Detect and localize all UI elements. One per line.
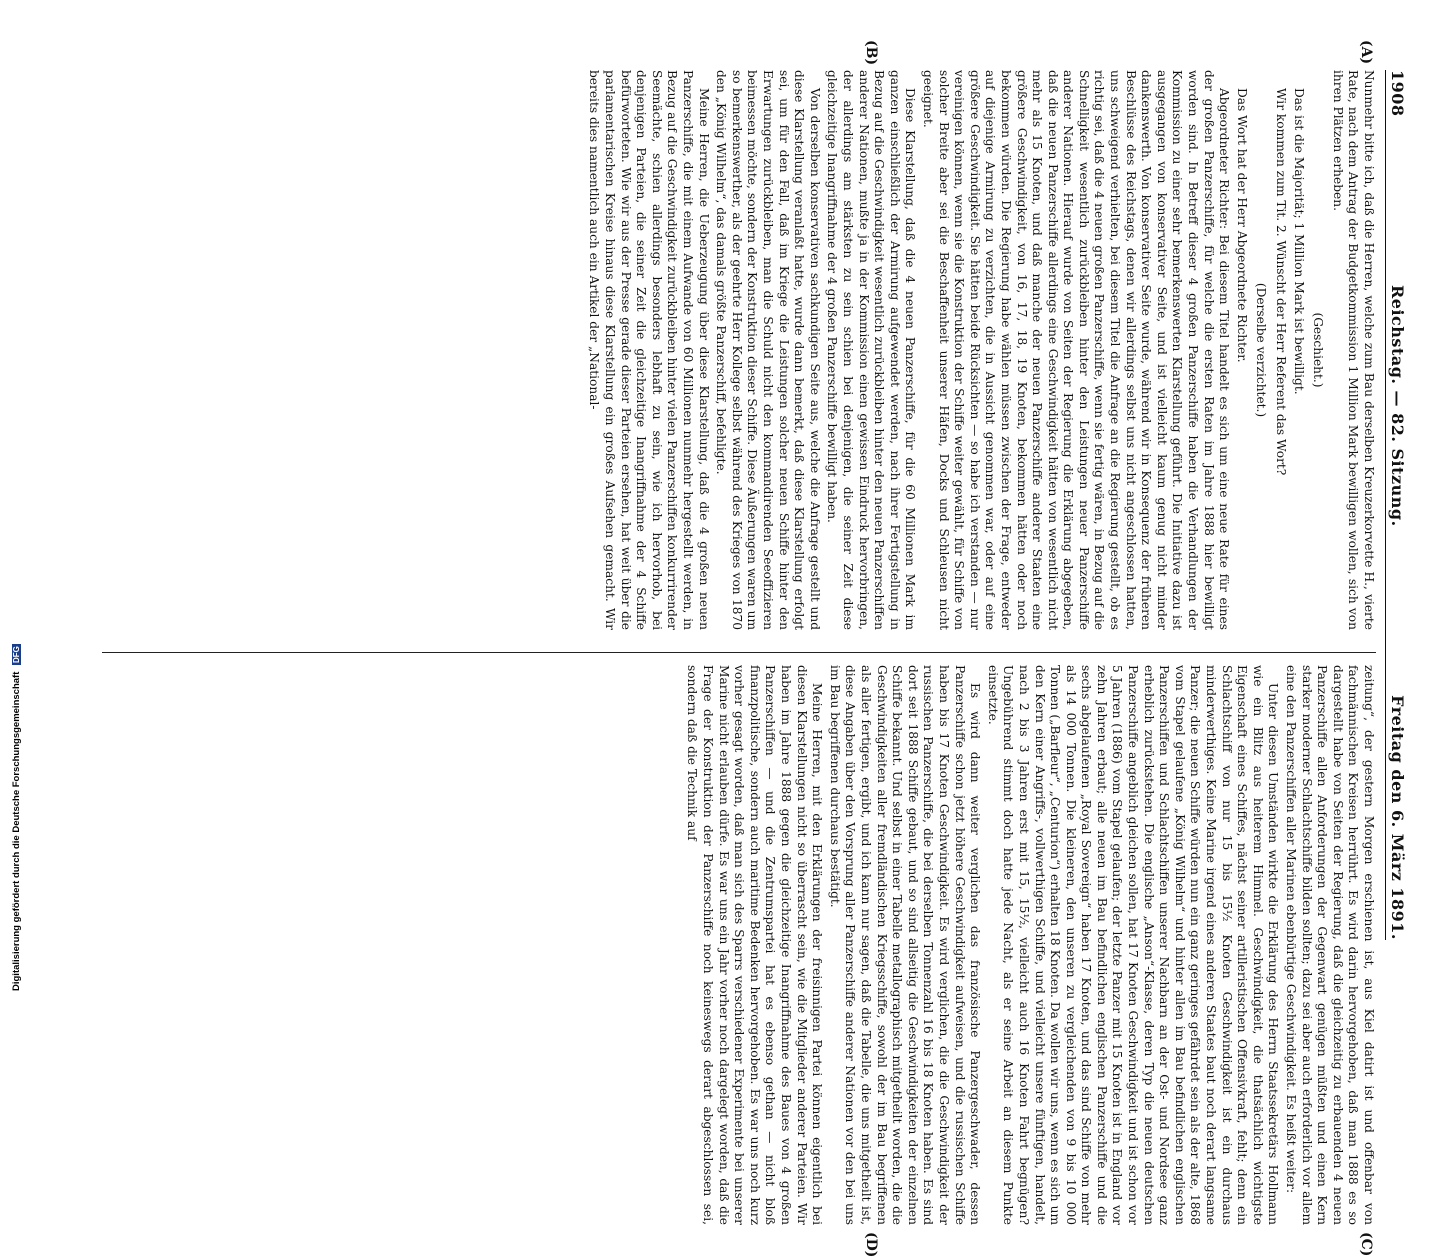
paragraph: Meine Herren, die Ueberzeugung über diese Klarstellung, daß die 4 großen neuen Panzerschiffe, die mit einem Aufwande von 60 Millionen nunmehr hergestellt werden, in Bezug auf die Geschwindigkeit zurückbleiben hinter vielen Panzerschiffen konkurrirender Seemächte, schien allerdings besonders lebhaft zu sein, wie ich hervorhob, bei denjenigen Parteien, die seiner Zeit die gleichzeitige Inangriffnahme der 4 Schiffe befürworteten. Wie wir aus der Presse gerade dieser Parteien ersehen, hat weit über die parlamentarischen Kreise hinaus diese Klarstellung ein großes Aufsehen gemacht. Wir bereits dies namentlich auch ein Artikel der „National-	[587, 70, 711, 630]
paragraph: Nunmehr bitte ich, daß die Herren, welche zum Bau derselben Kreuzerkorvette H., vierte Rate, nach dem Antrag der Budgetkommission 1 Million Mark bewilligen wollen, sich von ihren Plätzen erheben.	[1330, 70, 1376, 630]
session-date: Freitag den 6. März 1891.	[1388, 695, 1407, 940]
paragraph: Abgeordneter Richter: Bei diesem Titel handelt es sich um eine neue Rate für eines der großen Panzerschiffe, für welche die ersten Raten im Jahre 1888 hier bewilligt worden sind. In Betreff dieser 4 großen Panzerschiffe haben die Verhandlungen der Kommission zu einer sehr bemerkenswerten Klarstellung geführt. Die Initiative dazu ist ausgegangen von konservativer Seite, und ist vielleicht kaum genug nicht minder dankenswerth. Von konservativer Seite wurde, während wir in Konsequenz der früheren Beschlüsse des Reichstags, denen wir allerdings selbst uns nicht angeschlossen hatten, uns schweigend verhielten, bei diesem Titel die Anfrage an die Regierung gestellt, ob es richtig sei, daß die 4 neuen großen Panzerschiffe, wenn sie fertig wären, in Bezug auf die Schnelligkeit wesentlich zurückbleiben hinter den Leistungen neuer Panzerschiffe anderer Nationen. Hierauf wurde von Seiten der Regierung die Erklärung abgegeben, daß die neuen Panzerschiffe allerdings eine Geschwindigkeit hätten von wesentlich nicht mehr als 15 Knoten, und daß manche der neuen Panzerschiffe anderer Staaten eine größere Geschwindigkeit, von 16, 17, 18, 19 Knoten, bekommen hätten oder noch bekommen würden. Die Regierung habe wählen müssen zwischen der Frage, entweder auf diejenige Armirung zu verzichten, die in Aussicht genommen war, oder auf eine größere Geschwindigkeit. Sie hätten beide Rücksichten — so habe ich verstanden — nur vereinigen können, wenn sie die Konstruktion der Schiffe weiter gewählt, für Schiffe von solcher Breite aber sei die Beschaffenheit unserer Häfen, Docks und Schleusen nicht geeignet.	[920, 70, 1232, 630]
paragraph: Meine Herren, mit den Erklärungen der freisinnigen Partei können eigentlich bei diesen Klarstellungen nicht so überrascht sein, wie die Mitglieder anderer Parteien. Wir haben im Jahre 1888 gegen die gleichzeitige Inangriffnahme des Baues von 4 großen Panzerschiffen — und die Zentrumspartei hat es ebenso gethan — nicht bloß finanzpolitische, sondern auch maritime Bedenken hervorgehoben. Es war uns noch kurz vorher gesagt worden, daß man sich des Sparrs verschiedener Experimente bei unserer Marine nicht erlauben dürfe. Es war uns ein Jahr vorher noch dargelegt worden, daß die Frage der Konstruktion der Panzerschiffe noch keineswegs derart abgeschlossen sei, sondern daß die Technik auf	[685, 665, 825, 1225]
margin-letter-b: (B)	[863, 40, 879, 66]
digitisation-note	[0, 0, 22, 1000]
paragraph: Unter diesen Umständen wirkte die Erklärung des Herrn Staatssekretärs Hollmann wie ein Blitz aus heiterem Himmel. Geschwindigkeit, die thatsächlich wichtigste Eigenschaft eines Schiffes, nächst seiner artilleristischen Offensivkraft, fehlt; denn ein Schlachtschiff von nur 15 bis 15½ Knoten Geschwindigkeit ist ein durchaus minderwerthiges. Keine Marine irgend eines anderen Staates baut noch derart langsame Panzer; die neuen Schiffe würden nun ein ganz geringes gefährdet sein als der alte, 1868 vom Stapel gelaufene „König Wilhelm“ und hinter allen im Bau befindlichen englischen Panzerschiffen und Schlachtschiffen unserer Nachbarn an der Ost- und Nordsee ganz erheblich zurückstehen. Die englische „Anson“-Klasse, deren Typ die neuen deutschen Panzerschiffe angeblich gleichen sollen, hat 17 Knoten Geschwindigkeit und ist schon vor 5 Jahren (1886) vom Stapel gelaufen; der letzte Panzer mit 15 Knoten ist in England vor zehn Jahren erbaut; alle neuen im Bau befindlichen englischen Panzerschiffe und die sechs abgelaufenen „Royal Sovereign“ haben 17 Knoten, und das sind Schiffe von mehr als 14 000 Tonnen. Die kleineren, den unseren zu vergleichenden von 9 bis 10 000 Tonnen („Barfleur“, „Centurion“) erhalten 18 Knoten. Da wollen wir uns, wenn es sich um den Kern einer Angriffs-, vollwerthigen Schiffe, und vielleicht unsere fünftigen, handelt, nach 2 bis 3 Jahren erst mit 15, 15½, vielleicht auch 16 Knoten Fahrt begnügen? Ungebührend stimmt doch hatte jede Nacht, als er seine Arbeit an diesem Punkte einsetzte.	[985, 665, 1281, 1225]
paragraph: Das ist die Majorität; 1 Million Mark ist bewilligt.	[1291, 88, 1306, 395]
scanned-page	[62, 0, 1432, 1257]
margin-letter-a: (A)	[1358, 40, 1374, 65]
page-number: 1908	[1388, 70, 1407, 117]
paragraph: zeitung“, der gestern Morgen erschienen ist, aus Kiel datirt ist und offenbar von fachmännischen Kreisen herrührt. Es wird darin hervorgehoben, daß man 1888 es so dargestellt habe von Seiten der Regierung, daß die gleichzeitig zu erbauenden 4 neuen Panzerschiffe allen Anforderungen der Gegenwart genügen müßten und einen Kern starker moderner Schlachtschiffe bilden sollten; dazu sei aber auch erforderlich vor allem eine den Panzerschiffen aller Marinen ebenbürtige Geschwindigkeit. Es heißt weiter:	[1284, 665, 1376, 1225]
column-divider	[102, 652, 1376, 653]
paragraph: Das Wort hat der Herr Abgeordnete Richter.	[1234, 88, 1249, 363]
text-column-left	[102, 70, 1376, 630]
digitisation-note-text: Digitalisierung gefördert durch die Deutsche Forschungsgemeinschaft	[11, 671, 22, 991]
paragraph: (Derselbe verzichtet.)	[1254, 282, 1269, 418]
page-title: Reichstag. — 82. Sitzung.	[1388, 285, 1407, 527]
paragraph: Von derselben konservativen sachkundigen Seite aus, welche die Anfrage gestellt und diese Klarstellung veranlaßt hatte, wurde dann bemerkt, daß diese Klarstellung erfolgt sei, um für den Fall, daß im Kriege die Leistungen solcher neuen Schiffe hinter den Erwartungen zurückbleiben, man die Schuld nicht den kommandirenden Seeoffizieren beimessen möchte, sondern der Konstruktion dieser Schiffe. Diese Äußerungen waren um so bemerkenswerther, als der geehrte Herr Kollege selbst während des Krieges von 1870 den „König Wilhelm“, das damals größte Panzerschiff, befehligte.	[714, 70, 822, 630]
paragraph: Es wird dann weiter verglichen das französische Panzergeschwader, dessen Panzerschiffe schon jetzt höhere Geschwindigkeit aufweisen, und die russischen Schiffe haben bis 17 Knoten Geschwindigkeit. Es wird verglichen, die die Geschwindigkeit der russischen Panzerschiffe, die bei derselben Tonnenzahl 16 bis 18 Knoten haben. Es sind dort seit 1888 Schiffe gebaut, und so sind allseitig die Geschwindigkeiten der einzelnen Schiffe bekannt. Und selbst in einer Tabelle metallographisch mitgetheilt worden, die die Geschwindigkeiten aller fremdländischen Kriegsschiffe, sowohl der im Bau begriffenen als aller fertigen, ergibt, und ich kann nur sagen, daß die Tabelle, die uns mitgetheilt ist, diese Angaben über den Vorsprung aller Panzerschiffe anderer Nationen vor den bei uns im Bau begriffenen durchaus bestätigt.	[827, 665, 983, 1225]
paragraph: (Geschieht.)	[1311, 312, 1326, 388]
margin-letter-c: (C)	[1358, 1232, 1374, 1257]
text-column-right	[102, 665, 1376, 1225]
page-header	[1385, 70, 1414, 940]
paragraph: Wir kommen zum Tit. 2. Wünscht der Herr Referent das Wort?	[1274, 88, 1289, 476]
paragraph: Diese Klarstellung, daß die 4 neuen Panzerschiffe, für die 60 Millionen Mark im ganzen einschließlich der Armirung aufgewendet werden, nach ihrer Fertigstellung in Bezug auf die Geschwindigkeit wesentlich zurückbleiben hinter den neuen Panzerschiffen anderer Nationen, mußte ja in der Kommission einen gewissen Eindruck hervorbringen, der allerdings am stärksten zu sein schien bei denjenigen, die seiner Zeit diese gleichzeitige Inangriffnahme der 4 großen Panzerschiffe bewilligt haben.	[825, 70, 918, 630]
dfg-logo: DFG	[12, 646, 21, 663]
margin-letter-d: (D)	[863, 1232, 879, 1257]
